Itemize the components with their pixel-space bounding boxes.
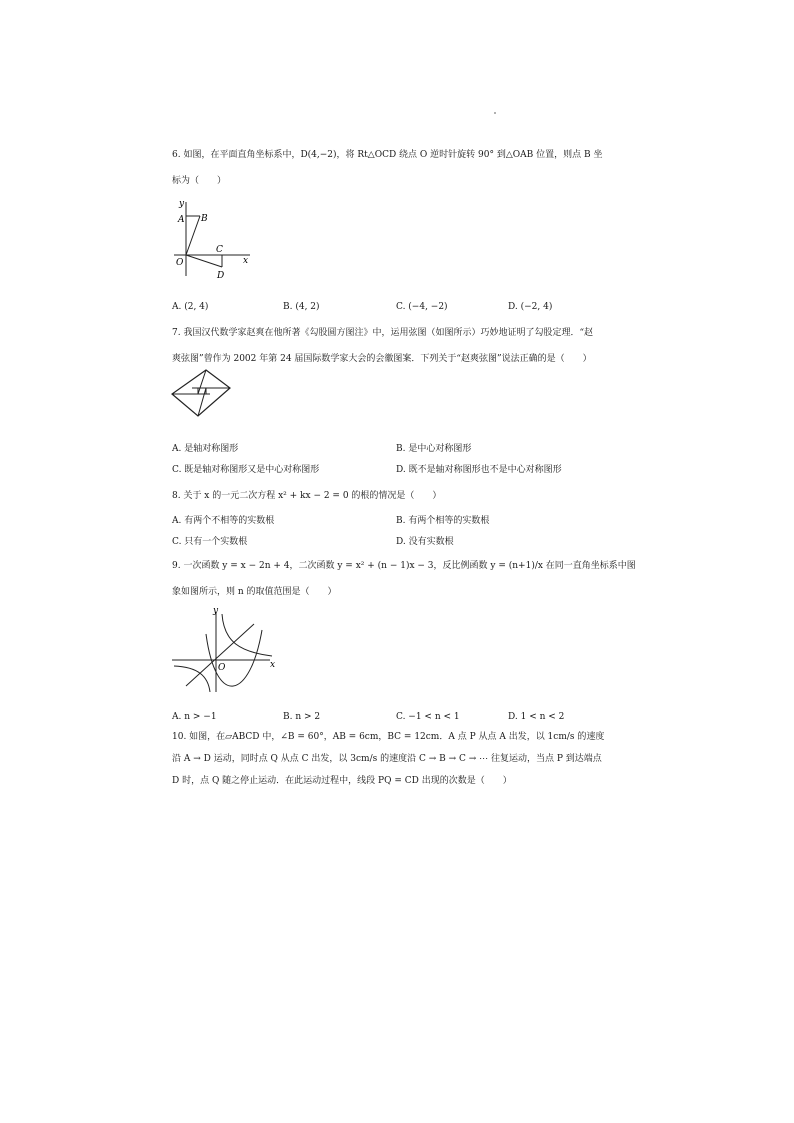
q7-stem-line1: 7. 我国汉代数学家赵爽在他所著《勾股圆方图注》中，运用弦图（如图所示）巧妙地证明了勾股定理．“赵 bbox=[172, 328, 594, 338]
q9-option-a[interactable]: A. n > −1 bbox=[172, 712, 217, 722]
q9-label-o: O bbox=[218, 663, 226, 673]
q7-option-b[interactable]: B. 是中心对称图形 bbox=[396, 444, 472, 454]
q9-label-x: x bbox=[270, 660, 276, 670]
q10-stem-line3: D 时，点 Q 随之停止运动．在此运动过程中，线段 PQ = CD 出现的次数是（ ） bbox=[172, 776, 512, 786]
q6-stem-line1: 6. 如图，在平面直角坐标系中，D(4,−2)，将 Rt△OCD 绕点 O 逆时针旋转 90° 到△OAB 位置，则点 B 坐 bbox=[172, 150, 603, 160]
q9-option-b[interactable]: B. n > 2 bbox=[283, 712, 321, 722]
q9-option-d[interactable]: D. 1 < n < 2 bbox=[508, 712, 565, 722]
q8-option-b[interactable]: B. 有两个相等的实数根 bbox=[396, 516, 490, 526]
q8-option-d[interactable]: D. 没有实数根 bbox=[396, 537, 454, 547]
q9-option-c[interactable]: C. −1 < n < 1 bbox=[396, 712, 460, 722]
q7-zhaoshuang-diagram bbox=[170, 368, 234, 418]
q6-stem-line2: 标为（ ） bbox=[172, 176, 227, 186]
q6-option-c[interactable]: C. (−4, −2) bbox=[396, 302, 448, 312]
q6-label-y: y bbox=[179, 199, 185, 209]
q9-stem-line2: 象如图所示，则 n 的取值范围是（ ） bbox=[172, 587, 337, 597]
q9-label-y: y bbox=[213, 606, 219, 616]
q7-option-a[interactable]: A. 是轴对称图形 bbox=[172, 444, 239, 454]
q7-option-d[interactable]: D. 既不是轴对称图形也不是中心对称图形 bbox=[396, 465, 562, 475]
q6-label-a: A bbox=[178, 215, 185, 225]
q6-figure bbox=[170, 194, 260, 284]
q6-label-d: D bbox=[217, 271, 225, 281]
q6-label-b: B bbox=[201, 214, 208, 224]
q8-stem: 8. 关于 x 的一元二次方程 x² + kx − 2 = 0 的根的情况是（ ） bbox=[172, 491, 442, 501]
q9-figure bbox=[170, 604, 280, 696]
q10-stem-line1: 10. 如图，在▱ABCD 中，∠B = 60°，AB = 6cm，BC = 12cm．A 点 P 从点 A 出发，以 1cm/s 的速度 bbox=[172, 732, 605, 742]
q6-label-x: x bbox=[243, 256, 249, 266]
q7-stem-line2: 爽弦图”曾作为 2002 年第 24 届国际数学家大会的会徽图案．下列关于“赵爽弦图”说法正确的是（ ） bbox=[172, 354, 592, 364]
q6-label-o: O bbox=[176, 258, 184, 268]
q8-option-c[interactable]: C. 只有一个实数根 bbox=[172, 537, 248, 547]
scan-speck bbox=[494, 112, 496, 114]
q6-option-d[interactable]: D. (−2, 4) bbox=[508, 302, 553, 312]
q8-option-a[interactable]: A. 有两个不相等的实数根 bbox=[172, 516, 275, 526]
q6-option-a[interactable]: A. (2, 4) bbox=[172, 302, 209, 312]
q9-stem-line1: 9. 一次函数 y = x − 2n + 4，二次函数 y = x² + (n − 1)x − 3，反比例函数 y = (n+1)/x 在同一直角坐标系中图 bbox=[172, 561, 636, 571]
q6-option-b[interactable]: B. (4, 2) bbox=[283, 302, 320, 312]
q6-label-c: C bbox=[216, 245, 223, 255]
q7-option-c[interactable]: C. 既是轴对称图形又是中心对称图形 bbox=[172, 465, 320, 475]
q10-stem-line2: 沿 A → D 运动，同时点 Q 从点 C 出发，以 3cm/s 的速度沿 C → B → C → ⋯ 往复运动，当点 P 到达端点 bbox=[172, 754, 602, 764]
